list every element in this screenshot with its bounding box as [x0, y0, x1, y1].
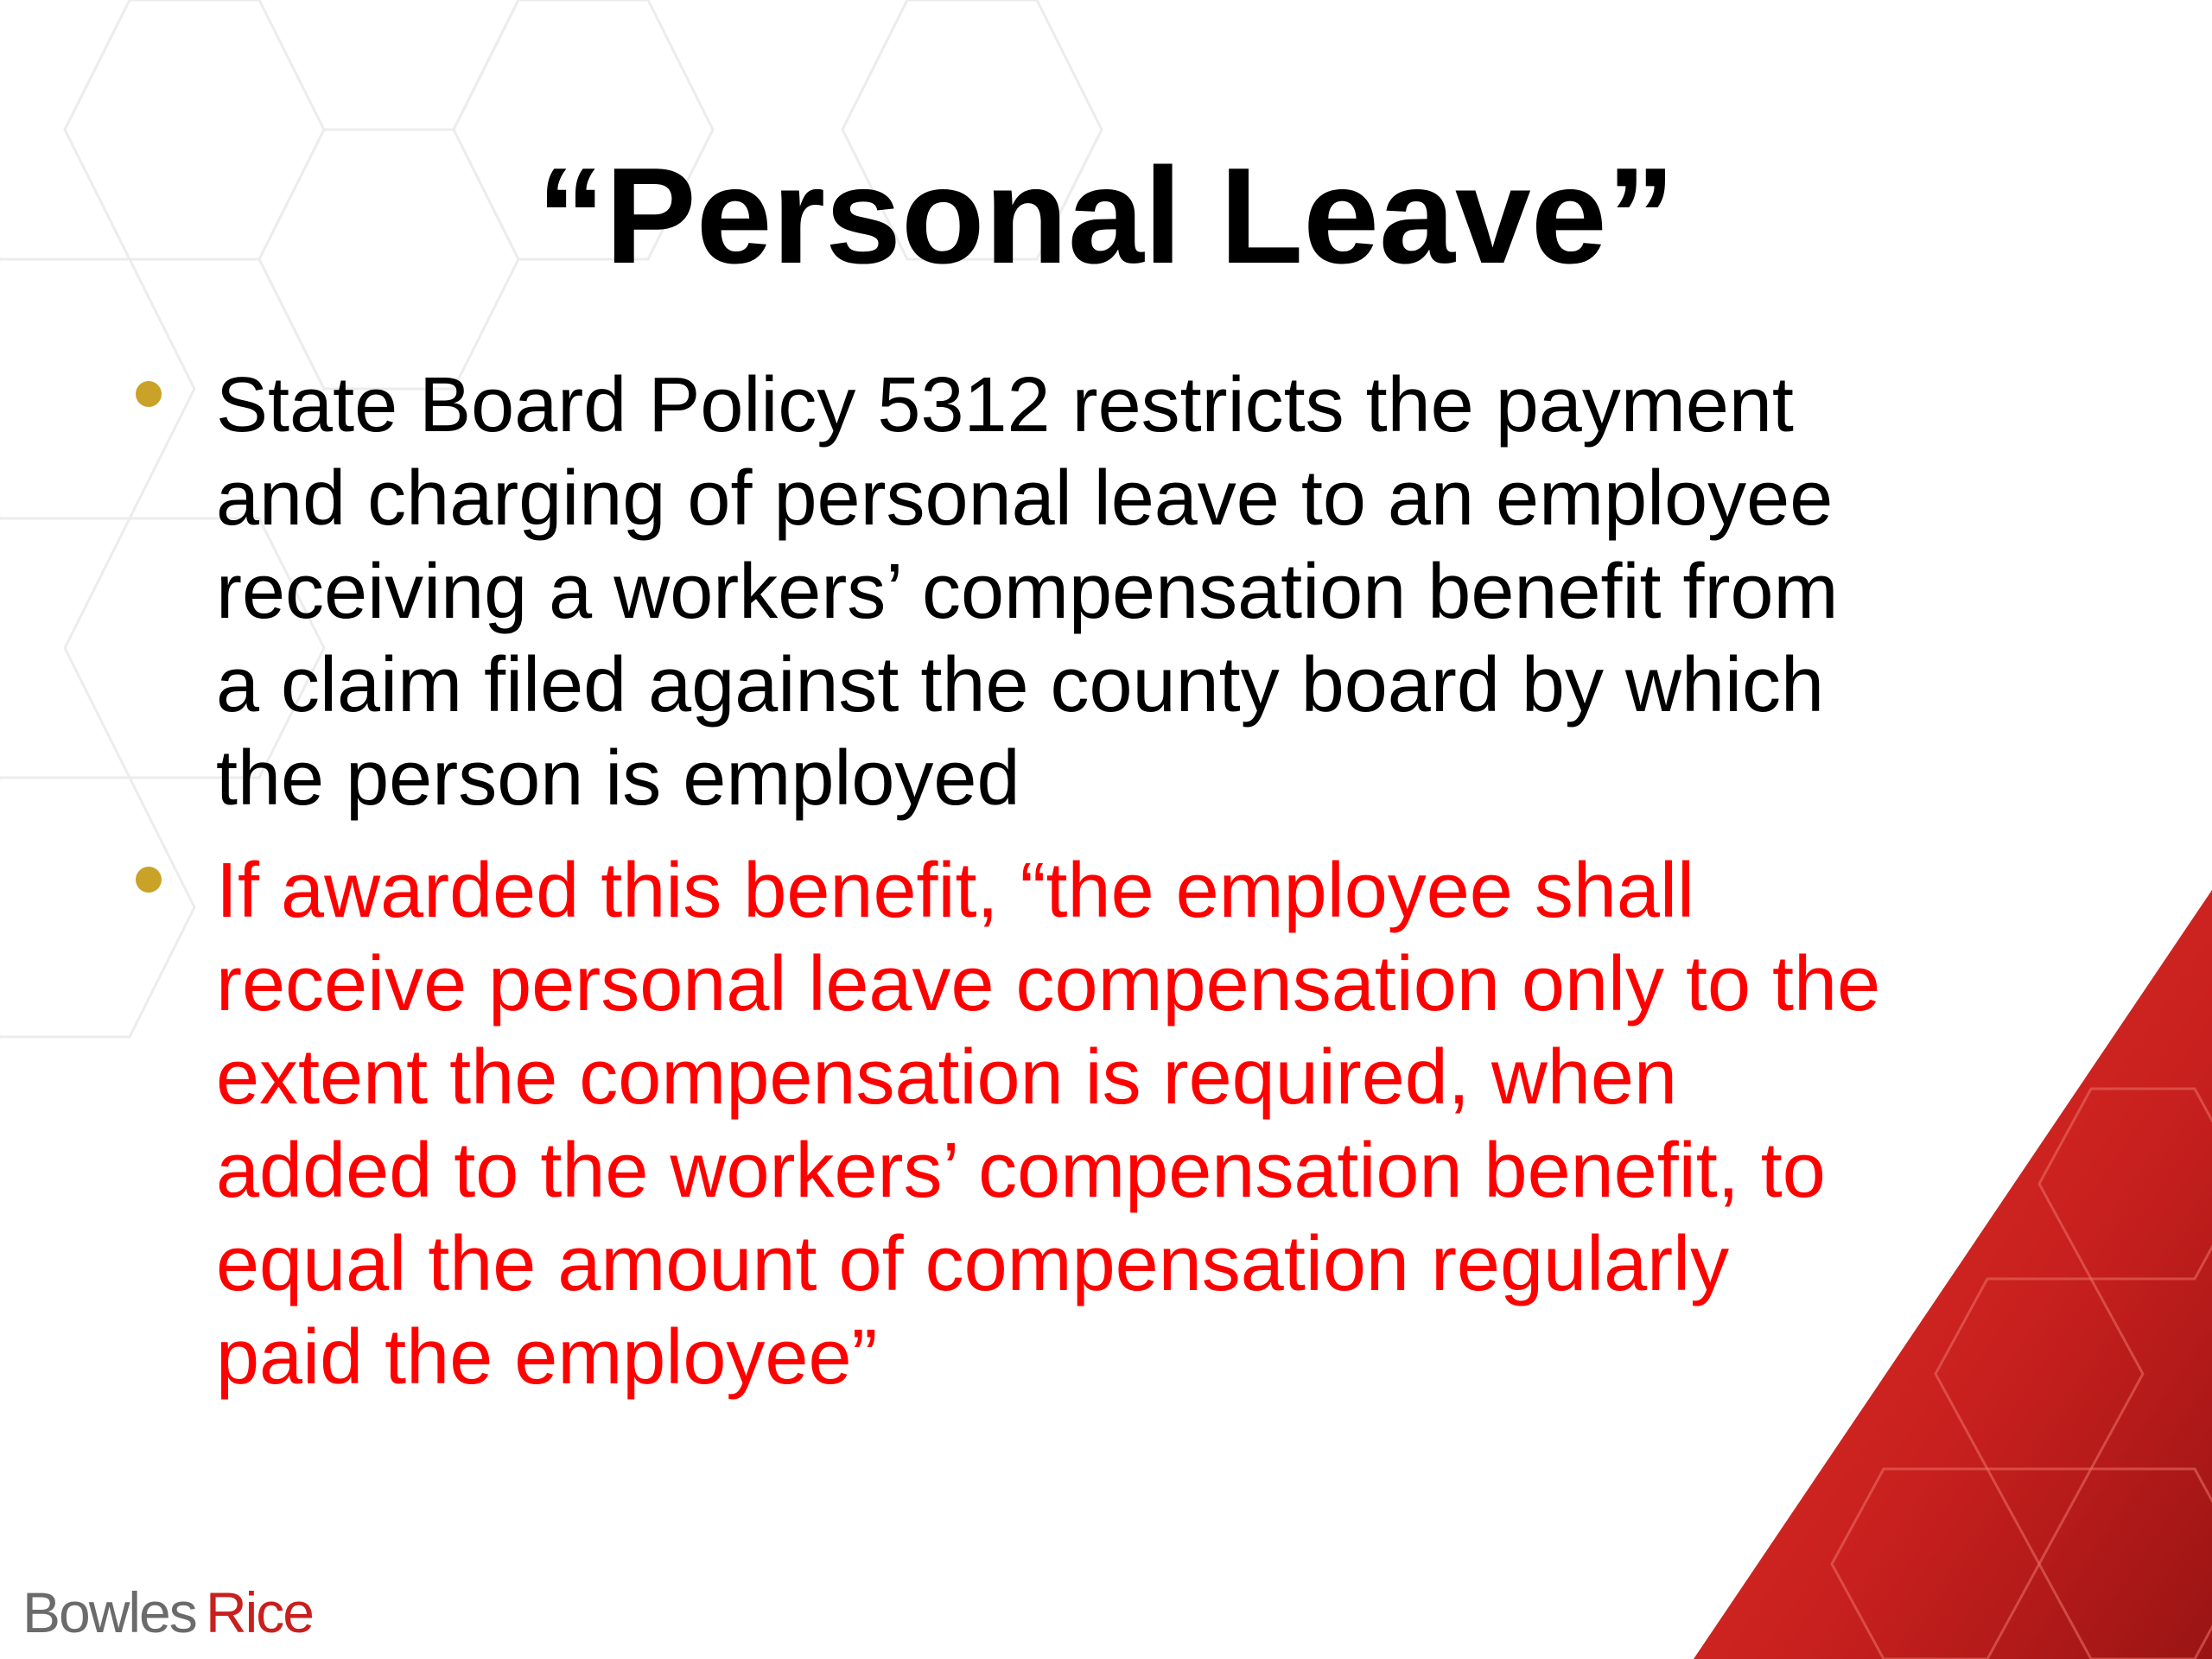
bullet-list — [216, 359, 2143, 1423]
bullet-item — [216, 359, 2143, 825]
slide-title: “Personal Leave” — [537, 140, 1675, 292]
bowles-rice-logo — [22, 1578, 313, 1647]
bullet-dot-icon — [136, 867, 162, 893]
logo-text-bowles: Bowles — [22, 1580, 196, 1644]
logo-text-rice: Rice — [205, 1580, 314, 1644]
bullet-item — [216, 844, 2143, 1404]
bullet-dot-icon — [136, 381, 162, 407]
bullet-text: If awarded this benefit, “the employee shall receive personal leave compensation only to the extent the compensation is required, when added to the workers’ compensation benefit, to equal the amount of compensation regularly paid the employee” — [216, 848, 1881, 1401]
bullet-text: State Board Policy 5312 restricts the payment and charging of personal leave to an employee receiving a workers’ compensation benefit from a claim filed against the county board by which the person is employed — [216, 362, 1839, 822]
